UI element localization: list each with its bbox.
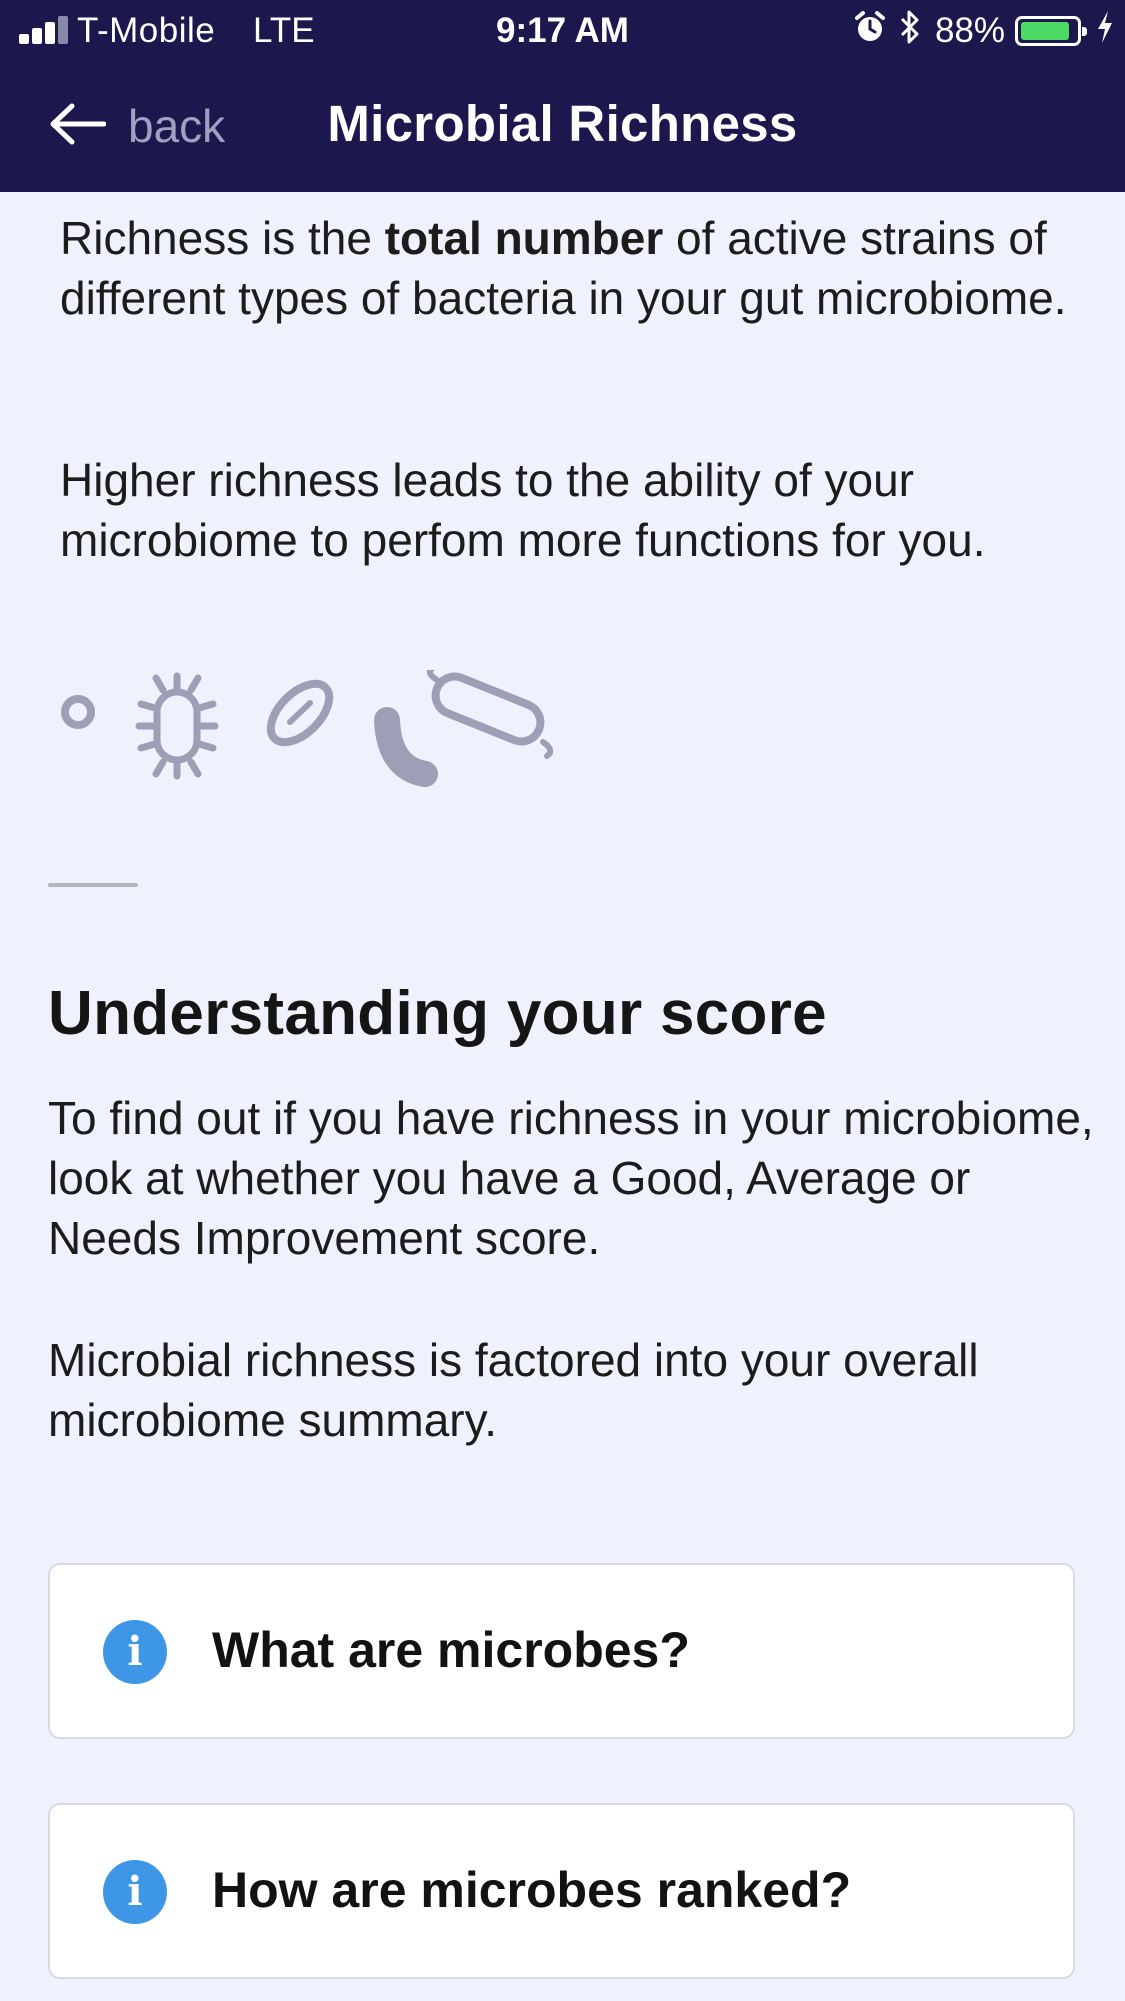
status-right-group [853,10,1115,52]
microbe-illustrations [55,670,555,800]
top-bar [0,0,1125,192]
card-label: What are microbes? [212,1622,690,1678]
what-are-microbes-card[interactable] [48,1563,1075,1739]
network-type: LTE [253,11,315,50]
rod-bacterium-icon [430,670,550,756]
back-label: back [128,100,226,152]
definition-text-end: of active strains of different types of bacteria in your gut microbiome. [60,212,1067,324]
summary-note: Microbial richness is factored into your overall microbiome summary. [48,1334,979,1446]
battery-percent: 88% [934,11,1005,50]
definition-text-start: Richness is the [60,212,385,264]
alarm-icon [853,10,887,53]
richness-definition [60,208,1090,328]
card-label: How are microbes ranked? [212,1862,852,1918]
battery-icon [1015,16,1081,46]
info-icon: i [103,1620,167,1684]
section-divider [48,883,138,887]
score-explanation: To find out if you have richness in your microbiome, look at whether you have a Good, Average or Needs Improvement score. [48,1092,1094,1264]
definition-emphasis: total number [384,212,664,264]
oval-bacterium-icon [260,673,339,752]
nav-bar [0,62,1125,192]
bluetooth-icon [899,9,921,54]
info-icon: i [103,1860,167,1924]
status-time: 9:17 AM [496,11,629,50]
carrier-name: T-Mobile [77,11,216,50]
spiky-bacterium-icon [139,676,215,776]
section-heading: Understanding your score [48,979,827,1048]
curved-bacterium-icon [387,720,425,774]
status-bar [0,0,1125,62]
richness-benefit: Higher richness leads to the ability of your microbiome to perfom more functions for you. [60,454,986,566]
coccus-icon [65,699,91,725]
page-title: Microbial Richness [327,95,798,152]
charging-icon [1095,9,1115,54]
how-are-microbes-ranked-card[interactable] [48,1803,1075,1979]
